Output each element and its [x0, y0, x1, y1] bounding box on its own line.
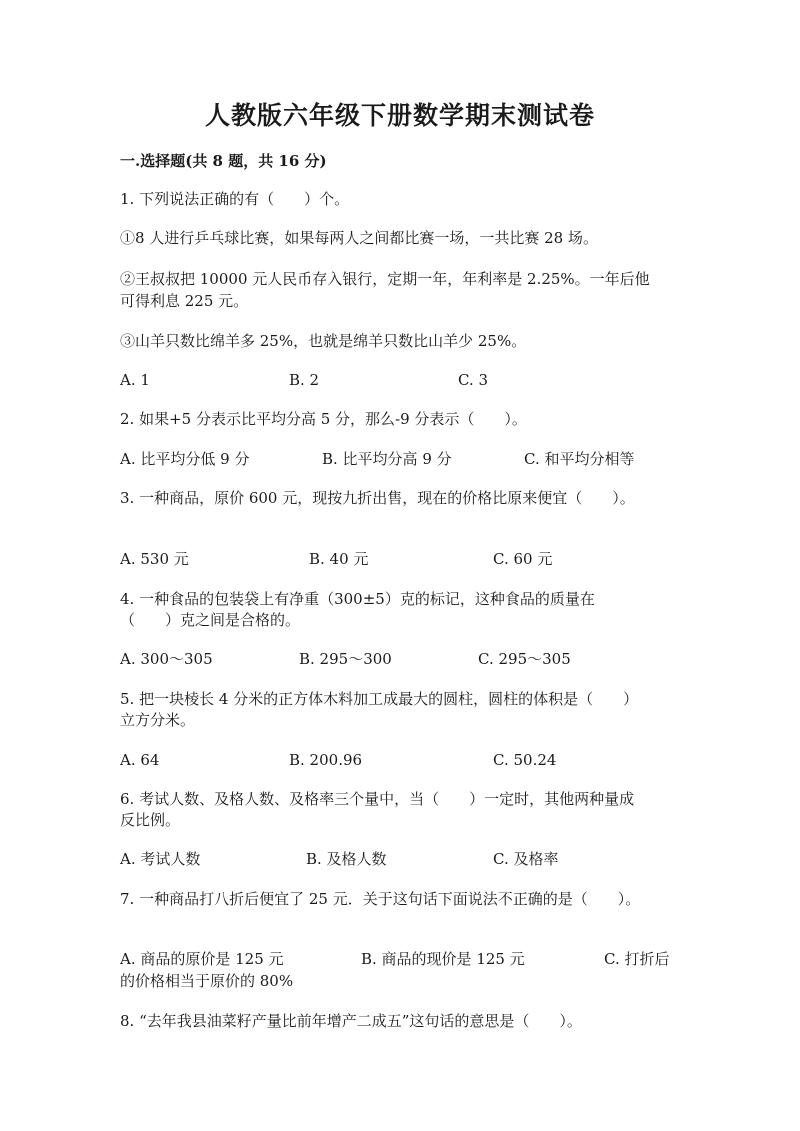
question-4-option-b: B. 295～300	[299, 650, 392, 668]
question-7-option-b: B. 商品的现价是 125 元	[361, 950, 525, 968]
question-1-option-c: C. 3	[458, 371, 489, 389]
question-6-stem-cont: 反比例。	[120, 811, 181, 829]
question-2-option-a: A. 比平均分低 9 分	[120, 450, 250, 468]
question-5-option-a: A. 64	[120, 751, 160, 769]
question-2-option-c: C. 和平均分相等	[524, 450, 635, 468]
question-7-stem: 7. 一种商品打八折后便宜了 25 元．关于这句话下面说法不正确的是（ ）。	[120, 890, 641, 908]
question-5-option-b: B. 200.96	[289, 751, 363, 769]
question-5-stem: 5. 把一块棱长 4 分米的正方体木料加工成最大的圆柱，圆柱的体积是（ ）	[120, 690, 639, 708]
question-4-option-c: C. 295～305	[478, 650, 571, 668]
question-7-option-c-cont: 的价格相当于原价的 80%	[120, 972, 294, 990]
question-4-stem-cont: （ ）克之间是合格的。	[120, 611, 301, 629]
question-1-statement-3: ③山羊只数比绵羊多 25%，也就是绵羊只数比山羊少 25%。	[120, 332, 527, 350]
question-1-option-a: A. 1	[120, 371, 150, 389]
question-6-stem: 6. 考试人数、及格人数、及格率三个量中，当（ ）一定时，其他两种量成	[120, 790, 635, 808]
question-3-option-a: A. 530 元	[120, 550, 189, 568]
question-5-stem-cont: 立方分米。	[120, 711, 196, 729]
question-4-stem: 4. 一种食品的包装袋上有净重（300±5）克的标记，这种食品的质量在	[120, 590, 595, 608]
question-3-option-c: C. 60 元	[493, 550, 553, 568]
section-heading: 一.选择题(共 8 题，共 16 分)	[120, 152, 327, 170]
question-1-statement-2: ②王叔叔把 10000 元人民币存入银行，定期一年，年利率是 2.25%。一年后他	[120, 270, 650, 288]
question-3-option-b: B. 40 元	[309, 550, 369, 568]
question-4-option-a: A. 300～305	[120, 650, 213, 668]
question-1-statement-1: ①8 人进行乒乓球比赛，如果每两人之间都比赛一场，一共比赛 28 场。	[120, 229, 598, 247]
question-6-option-a: A. 考试人数	[120, 850, 201, 868]
question-1-option-b: B. 2	[289, 371, 320, 389]
question-1-stem: 1. 下列说法正确的有（ ）个。	[120, 190, 350, 208]
question-7-option-a: A. 商品的原价是 125 元	[120, 950, 284, 968]
question-6-option-c: C. 及格率	[493, 850, 559, 868]
question-5-option-c: C. 50.24	[493, 751, 557, 769]
question-3-stem: 3. 一种商品，原价 600 元，现按九折出售，现在的价格比原来便宜（ ）。	[120, 489, 635, 507]
question-7-option-c: C. 打折后	[604, 950, 670, 968]
question-2-stem: 2. 如果+5 分表示比平均分高 5 分，那么-9 分表示（ ）。	[120, 410, 527, 428]
page-title: 人教版六年级下册数学期末测试卷	[204, 101, 595, 130]
question-6-option-b: B. 及格人数	[306, 850, 387, 868]
question-2-option-b: B. 比平均分高 9 分	[322, 450, 452, 468]
question-1-statement-2-cont: 可得利息 225 元。	[120, 292, 249, 310]
question-8-stem: 8. “去年我县油菜籽产量比前年增产二成五”这句话的意思是（ ）。	[120, 1012, 582, 1030]
